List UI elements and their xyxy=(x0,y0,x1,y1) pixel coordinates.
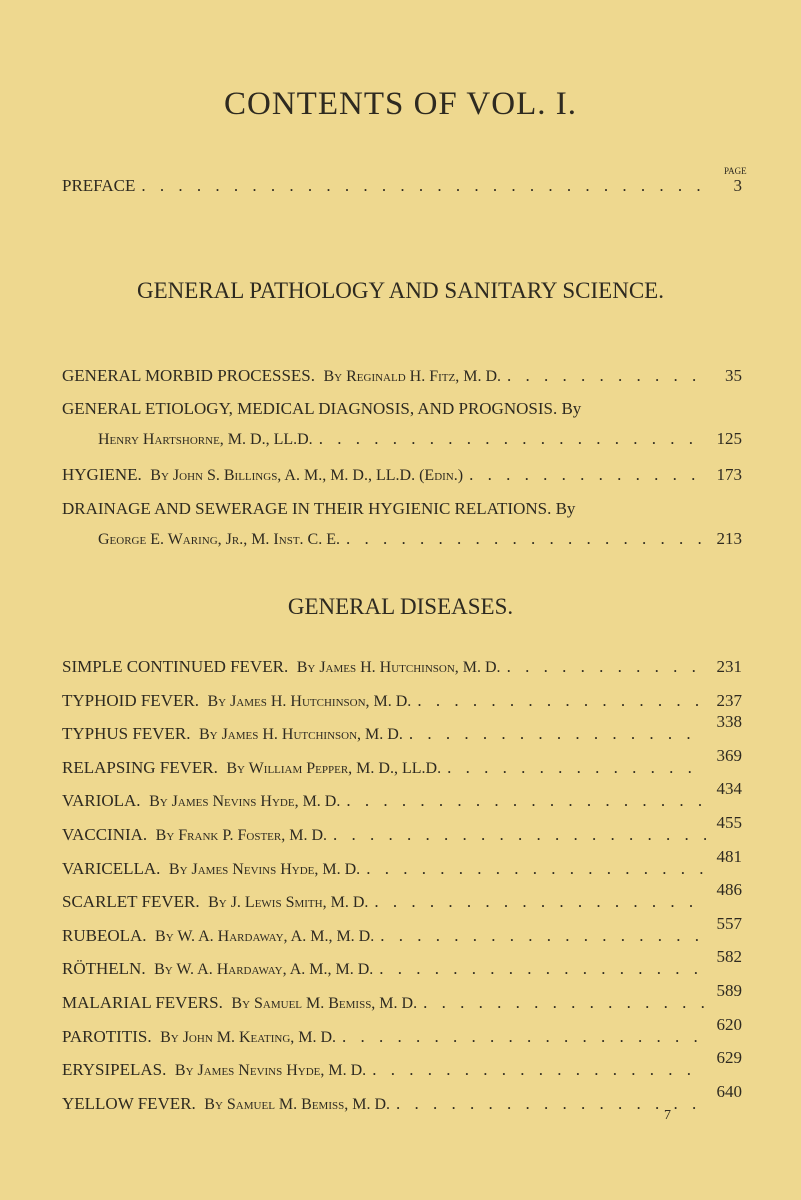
entry-title: GENERAL MORBID PROCESSES. xyxy=(62,366,315,385)
entry-author: By Frank P. Foster, M. D. xyxy=(155,827,327,844)
entry-page: 369 xyxy=(716,745,742,765)
toc-entry-preface[interactable] xyxy=(62,176,742,196)
entry-author: By Samuel M. Bemiss, M. D. xyxy=(231,995,418,1012)
entry-author: By James H. Hutchinson, M. D. xyxy=(207,692,412,710)
entry-title: VARICELLA. xyxy=(62,858,161,878)
entry-title: RÖTHELN. xyxy=(62,959,146,979)
dot-leader xyxy=(346,529,706,549)
entry-page: 481 xyxy=(716,846,742,866)
entry-page: 557 xyxy=(716,913,742,933)
entry-author: George E. Waring, Jr., M. Inst. C. E. xyxy=(98,531,340,548)
entry-page: 3 xyxy=(733,176,742,195)
entry-author: By Samuel M. Bemiss, M. D. xyxy=(204,1095,390,1113)
dot-leader xyxy=(469,465,706,485)
entry-author: By James H. Hutchinson, M. D. xyxy=(296,659,501,676)
toc-entry[interactable] xyxy=(62,499,742,549)
entry-author: By J. Lewis Smith, M. D. xyxy=(208,894,369,912)
toc-entry[interactable] xyxy=(62,366,742,386)
dot-leader xyxy=(423,993,706,1013)
entry-page: 213 xyxy=(716,529,742,548)
entry-page: 640 xyxy=(716,1081,742,1101)
entry-title: HYGIENE. xyxy=(62,465,142,484)
entry-title: SCARLET FEVER. xyxy=(62,892,200,912)
toc-entry[interactable] xyxy=(62,1081,742,1114)
entry-page: 582 xyxy=(716,947,742,967)
toc-entry[interactable] xyxy=(62,1014,742,1047)
dot-leader xyxy=(372,1060,706,1080)
dot-leader xyxy=(342,1027,706,1047)
entry-author: Henry Hartshorne, M. D., LL.D. xyxy=(98,431,313,448)
section-heading: GENERAL DISEASES. xyxy=(287,594,514,619)
page-column-label: PAGE xyxy=(724,166,747,176)
toc-entry[interactable] xyxy=(62,657,742,677)
toc-entry[interactable] xyxy=(62,846,742,879)
entry-page: 455 xyxy=(716,813,742,832)
dot-leader xyxy=(346,791,706,811)
entry-author: By James Nevins Hyde, M. D. xyxy=(168,860,361,878)
dot-leader xyxy=(366,859,706,879)
page-title: CONTENTS OF VOL. I. xyxy=(224,86,577,122)
dot-leader xyxy=(380,926,706,946)
entry-title: PAROTITIS. xyxy=(62,1026,152,1046)
toc-entry[interactable] xyxy=(62,981,742,1013)
toc-entry[interactable] xyxy=(62,712,742,744)
entry-title: RUBEOLA. xyxy=(62,925,147,945)
entry-title: VARIOLA. xyxy=(62,791,141,811)
dot-leader xyxy=(417,691,706,711)
toc-entry[interactable] xyxy=(62,880,742,912)
entry-page: 434 xyxy=(716,779,742,799)
entry-author: By James Nevins Hyde, M. D. xyxy=(149,793,341,811)
entry-author: By William Pepper, M. D., LL.D. xyxy=(226,759,442,777)
entry-title: GENERAL ETIOLOGY, MEDICAL DIAGNOSIS, AND PROGNOSIS. By xyxy=(62,399,582,418)
entry-page: 173 xyxy=(716,465,742,484)
entry-title: ERYSIPELAS. xyxy=(62,1060,167,1080)
entry-title: SIMPLE CONTINUED FEVER. xyxy=(62,657,289,676)
toc-entry[interactable] xyxy=(62,813,742,845)
toc-entry[interactable] xyxy=(62,745,742,778)
toc-entry[interactable] xyxy=(62,399,742,449)
entry-page: 231 xyxy=(716,657,742,676)
entry-title: PREFACE xyxy=(62,176,136,195)
entry-page: 589 xyxy=(716,981,742,1000)
entry-page: 35 xyxy=(725,366,742,385)
entry-title: MALARIAL FEVERS. xyxy=(62,993,223,1012)
dot-leader xyxy=(507,657,706,677)
entry-author: By James H. Hutchinson, M. D. xyxy=(198,726,403,744)
dot-leader xyxy=(379,959,706,979)
entry-page: 629 xyxy=(716,1048,742,1068)
dot-leader xyxy=(141,176,706,196)
entry-title: DRAINAGE AND SEWERAGE IN THEIR HYGIENIC RELATIONS. By xyxy=(62,499,576,518)
entry-page: 486 xyxy=(716,880,742,900)
dot-leader xyxy=(374,892,706,912)
dot-leader xyxy=(447,758,706,778)
entry-author: By James Nevins Hyde, M. D. xyxy=(174,1062,367,1080)
toc-entry[interactable] xyxy=(62,691,742,711)
entry-page: 237 xyxy=(716,690,742,710)
entry-author: By W. A. Hardaway, A. M., M. D. xyxy=(154,961,374,979)
section-heading: GENERAL PATHOLOGY AND SANITARY SCIENCE. xyxy=(137,278,664,303)
entry-title: VACCINIA. xyxy=(62,825,148,844)
dot-leader xyxy=(319,429,706,449)
dot-leader xyxy=(409,724,706,744)
entry-page: 125 xyxy=(716,429,742,448)
entry-page: 338 xyxy=(716,712,742,732)
entry-author: By W. A. Hardaway, A. M., M. D. xyxy=(155,927,375,945)
entry-page: 620 xyxy=(716,1014,742,1034)
dot-leader xyxy=(507,366,706,386)
entry-title: TYPHUS FEVER. xyxy=(62,724,191,744)
toc-entry[interactable] xyxy=(62,465,742,485)
entry-author: By John S. Billings, A. M., M. D., LL.D. (Edin.) xyxy=(150,467,464,484)
entry-author: By John M. Keating, M. D. xyxy=(160,1028,337,1046)
toc-entry[interactable] xyxy=(62,1048,742,1080)
page-number: 7 xyxy=(664,1108,671,1123)
toc-entry[interactable] xyxy=(62,913,742,946)
toc-entry[interactable] xyxy=(62,947,742,979)
entry-title: TYPHOID FEVER. xyxy=(62,690,199,710)
entry-title: RELAPSING FEVER. xyxy=(62,757,218,777)
entry-author: By Reginald H. Fitz, M. D. xyxy=(323,368,502,385)
dot-leader xyxy=(333,825,706,845)
entry-title: YELLOW FEVER. xyxy=(62,1093,196,1113)
toc-entry[interactable] xyxy=(62,779,742,811)
dot-leader xyxy=(396,1094,706,1114)
